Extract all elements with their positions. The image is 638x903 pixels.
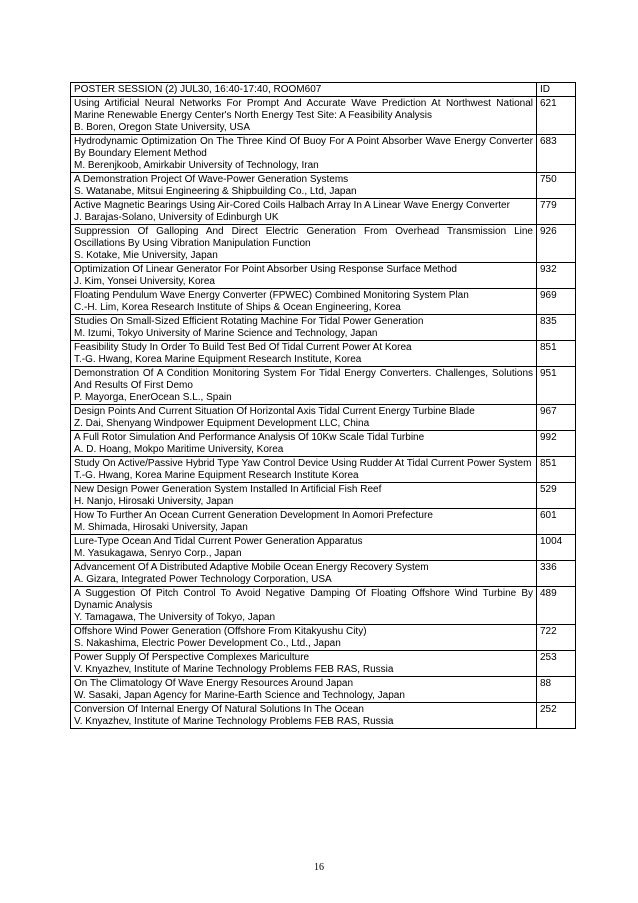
- paper-title: A Suggestion Of Pitch Control To Avoid Negative Damping Of Floating Offshore Wind Turbine By Dynamic Analysis: [74, 588, 533, 611]
- poster-session-table: [70, 82, 576, 729]
- paper-id: 336: [537, 561, 576, 587]
- header-row: [71, 83, 576, 97]
- paper-author: A. Gizara, Integrated Power Technology Corporation, USA: [74, 574, 332, 585]
- page-number: 16: [314, 862, 324, 873]
- paper-cell: [71, 173, 537, 199]
- paper-cell: [71, 341, 537, 367]
- paper-author: P. Mayorga, EnerOcean S.L., Spain: [74, 392, 232, 403]
- paper-id: 851: [537, 457, 576, 483]
- table-row: [71, 509, 576, 535]
- paper-author: M. Berenjkoob, Amirkabir University of Technology, Iran: [74, 160, 319, 171]
- table-row: [71, 651, 576, 677]
- paper-author: J. Barajas-Solano, University of Edinburgh UK: [74, 212, 279, 223]
- paper-title: A Demonstration Project Of Wave-Power Generation Systems: [74, 174, 349, 185]
- paper-id: 835: [537, 315, 576, 341]
- paper-title: Power Supply Of Perspective Complexes Mariculture: [74, 652, 310, 663]
- paper-id: 529: [537, 483, 576, 509]
- paper-author: S. Kotake, Mie University, Japan: [74, 250, 218, 261]
- paper-title: Study On Active/Passive Hybrid Type Yaw Control Device Using Rudder At Tidal Current Power System: [74, 458, 532, 469]
- paper-cell: [71, 405, 537, 431]
- paper-id: 252: [537, 703, 576, 729]
- paper-cell: [71, 97, 537, 135]
- table-row: [71, 341, 576, 367]
- paper-title: On The Climatology Of Wave Energy Resources Around Japan: [74, 678, 354, 689]
- paper-id: 601: [537, 509, 576, 535]
- paper-author: A. D. Hoang, Mokpo Maritime University, Korea: [74, 444, 284, 455]
- paper-author: T.-G. Hwang, Korea Marine Equipment Research Institute Korea: [74, 470, 359, 481]
- paper-cell: [71, 651, 537, 677]
- paper-author: J. Kim, Yonsei University, Korea: [74, 276, 215, 287]
- paper-title: How To Further An Ocean Current Generation Development In Aomori Prefecture: [74, 510, 433, 521]
- table-row: [71, 173, 576, 199]
- table-row: [71, 263, 576, 289]
- table-row: [71, 483, 576, 509]
- paper-id: 722: [537, 625, 576, 651]
- paper-title: A Full Rotor Simulation And Performance Analysis Of 10Kw Scale Tidal Turbine: [74, 432, 425, 443]
- paper-id: 926: [537, 225, 576, 263]
- paper-id: 951: [537, 367, 576, 405]
- paper-author: V. Knyazhev, Institute of Marine Technology Problems FEB RAS, Russia: [74, 716, 394, 727]
- paper-cell: [71, 561, 537, 587]
- paper-title: Studies On Small-Sized Efficient Rotating Machine For Tidal Power Generation: [74, 316, 424, 327]
- paper-id: 851: [537, 341, 576, 367]
- paper-title: Feasibility Study In Order To Build Test Bed Of Tidal Current Power At Korea: [74, 342, 412, 353]
- paper-cell: [71, 199, 537, 225]
- paper-title: Suppression Of Galloping And Direct Electric Generation From Overhead Transmission Line Oscillations By Using Vibration Manipulation Function: [74, 226, 533, 249]
- paper-cell: [71, 225, 537, 263]
- paper-id: 779: [537, 199, 576, 225]
- paper-title: Optimization Of Linear Generator For Point Absorber Using Response Surface Method: [74, 264, 457, 275]
- paper-id: 88: [537, 677, 576, 703]
- paper-author: Z. Dai, Shenyang Windpower Equipment Development LLC, China: [74, 418, 370, 429]
- paper-title: Floating Pendulum Wave Energy Converter (FPWEC) Combined Monitoring System Plan: [74, 290, 469, 301]
- paper-title: Active Magnetic Bearings Using Air-Cored Coils Halbach Array In A Linear Wave Energy Converter: [74, 200, 510, 211]
- paper-author: M. Shimada, Hirosaki University, Japan: [74, 522, 248, 533]
- paper-cell: [71, 457, 537, 483]
- paper-id: 967: [537, 405, 576, 431]
- paper-id: 932: [537, 263, 576, 289]
- paper-title: Hydrodynamic Optimization On The Three Kind Of Buoy For A Point Absorber Wave Energy Converter By Boundary Element Method: [74, 136, 533, 159]
- paper-cell: [71, 315, 537, 341]
- paper-title: Advancement Of A Distributed Adaptive Mobile Ocean Energy Recovery System: [74, 562, 429, 573]
- paper-title: Demonstration Of A Condition Monitoring System For Tidal Energy Converters. Challenges, Solutions And Results Of First Demo: [74, 368, 533, 391]
- paper-cell: [71, 263, 537, 289]
- table-row: [71, 703, 576, 729]
- paper-title: Offshore Wind Power Generation (Offshore From Kitakyushu City): [74, 626, 367, 637]
- table-row: [71, 587, 576, 625]
- paper-cell: [71, 535, 537, 561]
- paper-id: 489: [537, 587, 576, 625]
- paper-title: Design Points And Current Situation Of Horizontal Axis Tidal Current Energy Turbine Blade: [74, 406, 475, 417]
- paper-author: Y. Tamagawa, The University of Tokyo, Japan: [74, 612, 276, 623]
- paper-id: 683: [537, 135, 576, 173]
- paper-cell: [71, 677, 537, 703]
- paper-id: 621: [537, 97, 576, 135]
- paper-title: Using Artificial Neural Networks For Prompt And Accurate Wave Prediction At Northwest National Marine Renewable Energy Center's North Energy Test Site: A Feasibility Analysis: [74, 98, 533, 121]
- paper-id: 969: [537, 289, 576, 315]
- paper-cell: [71, 367, 537, 405]
- paper-cell: [71, 135, 537, 173]
- paper-cell: [71, 509, 537, 535]
- table-row: [71, 367, 576, 405]
- table-row: [71, 677, 576, 703]
- table-body: [71, 83, 576, 729]
- paper-id: 253: [537, 651, 576, 677]
- table-row: [71, 315, 576, 341]
- paper-title: Lure-Type Ocean And Tidal Current Power Generation Apparatus: [74, 536, 363, 547]
- paper-author: T.-G. Hwang, Korea Marine Equipment Research Institute, Korea: [74, 354, 362, 365]
- paper-author: H. Nanjo, Hirosaki University, Japan: [74, 496, 234, 507]
- table-row: [71, 431, 576, 457]
- paper-author: C.-H. Lim, Korea Research Institute of Ships & Ocean Engineering, Korea: [74, 302, 401, 313]
- table-row: [71, 625, 576, 651]
- table-row: [71, 97, 576, 135]
- table-row: [71, 535, 576, 561]
- id-header: ID: [537, 83, 576, 97]
- paper-cell: [71, 483, 537, 509]
- paper-author: S. Nakashima, Electric Power Development Co., Ltd., Japan: [74, 638, 341, 649]
- table-row: [71, 225, 576, 263]
- paper-author: M. Izumi, Tokyo University of Marine Science and Technology, Japan: [74, 328, 378, 339]
- table-row: [71, 199, 576, 225]
- paper-cell: [71, 703, 537, 729]
- paper-author: S. Watanabe, Mitsui Engineering & Shipbuilding Co., Ltd, Japan: [74, 186, 357, 197]
- paper-cell: [71, 587, 537, 625]
- table-row: [71, 457, 576, 483]
- session-header: POSTER SESSION (2) JUL30, 16:40-17:40, ROOM607: [71, 83, 537, 97]
- table-row: [71, 561, 576, 587]
- paper-title: Conversion Of Internal Energy Of Natural Solutions In The Ocean: [74, 704, 364, 715]
- table-row: [71, 405, 576, 431]
- paper-cell: [71, 625, 537, 651]
- paper-author: V. Knyazhev, Institute of Marine Technology Problems FEB RAS, Russia: [74, 664, 394, 675]
- paper-author: W. Sasaki, Japan Agency for Marine-Earth Science and Technology, Japan: [74, 690, 405, 701]
- paper-id: 750: [537, 173, 576, 199]
- paper-author: B. Boren, Oregon State University, USA: [74, 122, 251, 133]
- paper-id: 1004: [537, 535, 576, 561]
- table-row: [71, 289, 576, 315]
- paper-id: 992: [537, 431, 576, 457]
- paper-author: M. Yasukagawa, Senryo Corp., Japan: [74, 548, 242, 559]
- table-row: [71, 135, 576, 173]
- paper-cell: [71, 289, 537, 315]
- paper-title: New Design Power Generation System Installed In Artificial Fish Reef: [74, 484, 382, 495]
- paper-cell: [71, 431, 537, 457]
